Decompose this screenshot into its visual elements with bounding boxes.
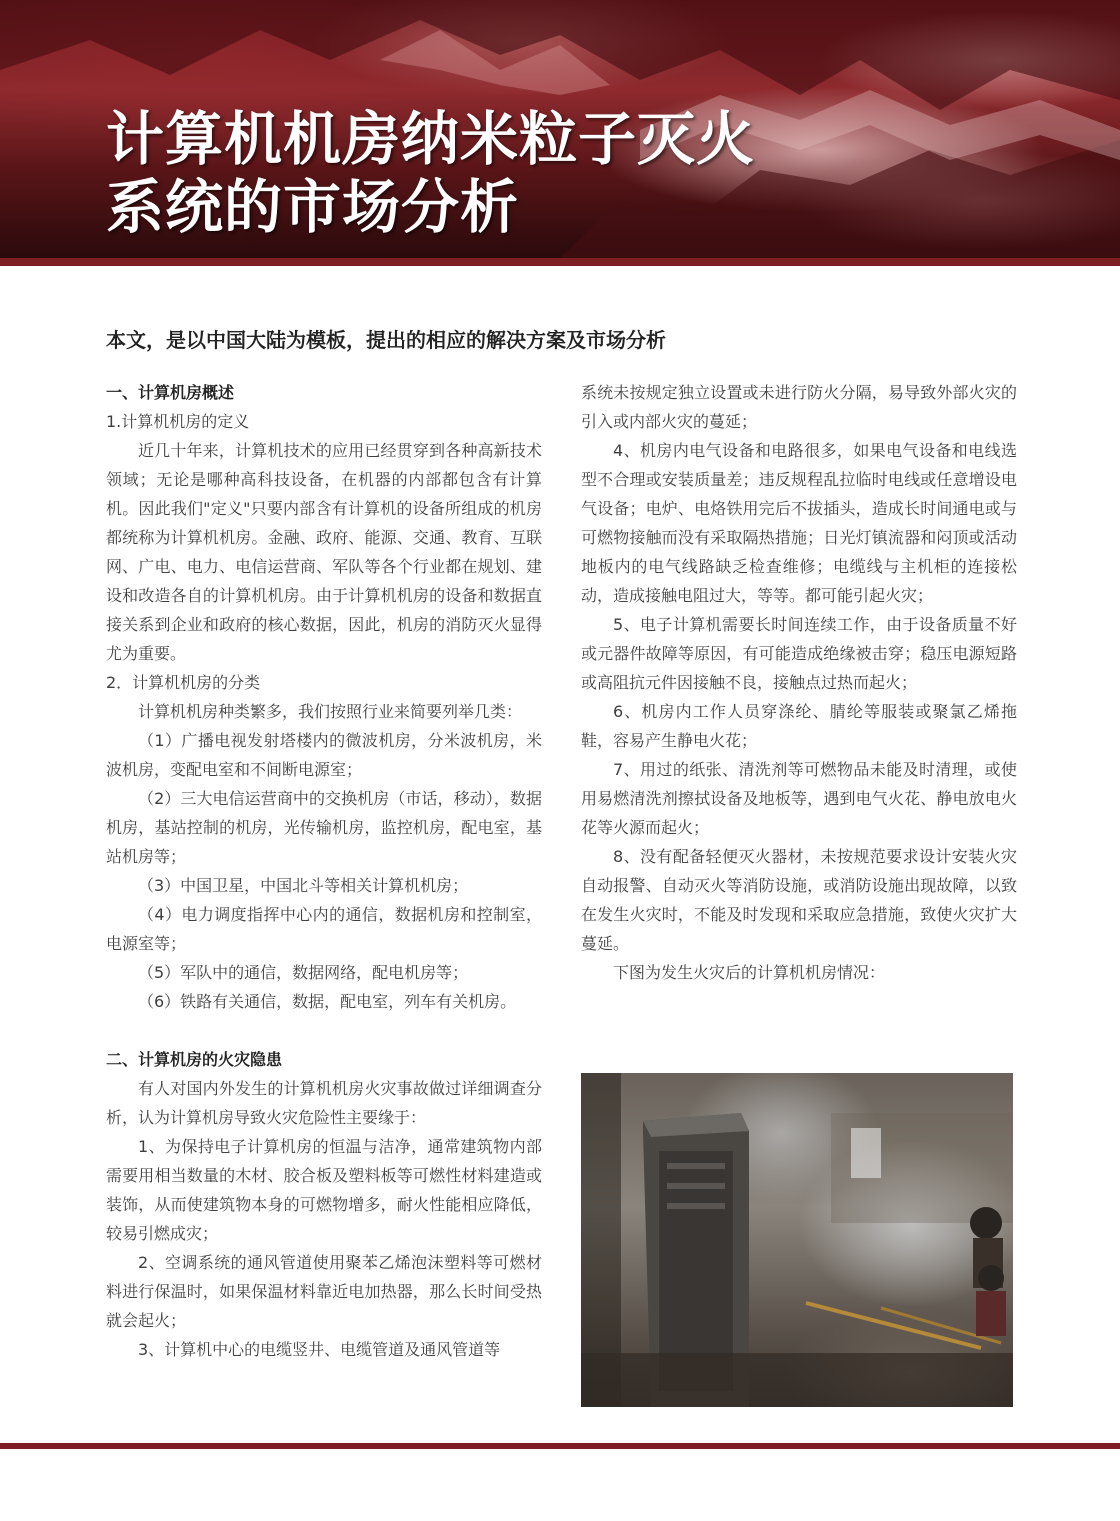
- paragraph: 7、用过的纸张、清洗剂等可燃物品未能及时清理，或使用易燃清洗剂擦拭设备及地板等，遇到电气火花、静电放电火花等火源而起火；: [581, 760, 1017, 837]
- paragraph: （6）铁路有关通信，数据，配电室，列车有关机房。: [138, 992, 517, 1011]
- paragraph: 系统未按规定独立设置或未进行防火分隔，易导致外部火灾的引入或内部火灾的蔓延；: [581, 383, 1017, 431]
- paragraph: 8、没有配备轻便灭火器材，未按规范要求设计安装火灾自动报警、自动灭火等消防设施，或消防设施出现故障，以致在发生火灾时，不能及时发现和采取应急措施，致使火灾扩大蔓延。: [581, 847, 1017, 953]
- burned-server-room-image: [581, 1073, 1013, 1407]
- paragraph: 1、为保持电子计算机房的恒温与洁净，通常建筑物内部需要用相当数量的木材、胶合板及塑料板等可燃性材料建造或装饰，从而使建筑物本身的可燃物增多，耐火性能相应降低，较易引燃成灾；: [106, 1137, 542, 1243]
- paragraph: （3）中国卫星，中国北斗等相关计算机机房；: [138, 876, 469, 895]
- fire-aftermath-photo: [581, 1073, 1013, 1407]
- paragraph: （1）广播电视发射塔楼内的微波机房，分米波机房，米波机房，变配电室和不间断电源室；: [106, 731, 542, 779]
- page-title-line-1: 计算机机房纳米粒子灭火: [106, 105, 756, 173]
- paragraph: 近几十年来，计算机技术的应用已经贯穿到各种高新技术领域；无论是哪种高科技设备，在机器的内部都包含有计算机。因此我们"定义"只要内部含有计算机的设备所组成的机房都统称为计算机机房。金融、政府、能源、交通、教育、互联网、广电、电力、电信运营商、军队等各个行业都在规划、建设和改造各自的计算机机房。由于计算机机房的设备和数据直接关系到企业和政府的核心数据，因此，机房的消防灭火显得尤为重要。: [106, 441, 542, 663]
- paragraph-gap: [106, 1016, 542, 1045]
- paragraph: 下图为发生火灾后的计算机机房情况：: [613, 963, 886, 982]
- paragraph: 6、机房内工作人员穿涤纶、腈纶等服装或聚氯乙烯拖鞋，容易产生静电火花；: [581, 702, 1017, 750]
- footer-divider: [0, 1443, 1120, 1449]
- paragraph: 2．计算机机房的分类: [106, 673, 261, 692]
- right-column: [581, 378, 1017, 987]
- paragraph: （4）电力调度指挥中心内的通信，数据机房和控制室，电源室等；: [106, 905, 542, 953]
- paragraph: 有人对国内外发生的计算机机房火灾事故做过详细调查分析，认为计算机房导致火灾危险性主要缘于：: [106, 1079, 542, 1127]
- section-heading: 一、计算机房概述: [106, 383, 235, 402]
- banner-divider: [0, 258, 1120, 266]
- title-banner: [0, 0, 1120, 258]
- paragraph: 3、计算机中心的电缆竖井、电缆管道及通风管道等: [138, 1340, 501, 1359]
- paragraph: 计算机机房种类繁多，我们按照行业来简要列举几类：: [138, 702, 523, 721]
- paragraph: 2、空调系统的通风管道使用聚苯乙烯泡沫塑料等可燃材料进行保温时，如果保温材料靠近电加热器，那么长时间受热就会起火；: [106, 1253, 542, 1330]
- page-title-line-2: 系统的市场分析: [106, 173, 520, 241]
- left-column: [106, 378, 542, 1364]
- paragraph: 5、电子计算机需要长时间连续工作，由于设备质量不好或元器件故障等原因，有可能造成绝缘被击穿；稳压电源短路或高阻抗元件因接触不良，接触点过热而起火；: [581, 615, 1017, 692]
- paragraph: （2）三大电信运营商中的交换机房（市话，移动），数据机房，基站控制的机房，光传输机房，监控机房，配电室，基站机房等；: [106, 789, 542, 866]
- paragraph: 1.计算机机房的定义: [106, 412, 250, 431]
- paragraph: 4、机房内电气设备和电路很多，如果电气设备和电线选型不合理或安装质量差；违反规程乱拉临时电线或任意增设电气设备；电炉、电烙铁用完后不拔插头，造成长时间通电或与可燃物接触而没有采取隔热措施；日光灯镇流器和闷顶或活动地板内的电气线路缺乏检查维修；电缆线与主机柜的连接松动，造成接触电阻过大，等等。都可能引起火灾；: [581, 441, 1017, 605]
- paragraph: （5）军队中的通信，数据网络，配电机房等；: [138, 963, 469, 982]
- lead-paragraph: 本文，是以中国大陆为模板，提出的相应的解决方案及市场分析: [106, 328, 666, 352]
- section-heading: 二、计算机房的火灾隐患: [106, 1050, 283, 1069]
